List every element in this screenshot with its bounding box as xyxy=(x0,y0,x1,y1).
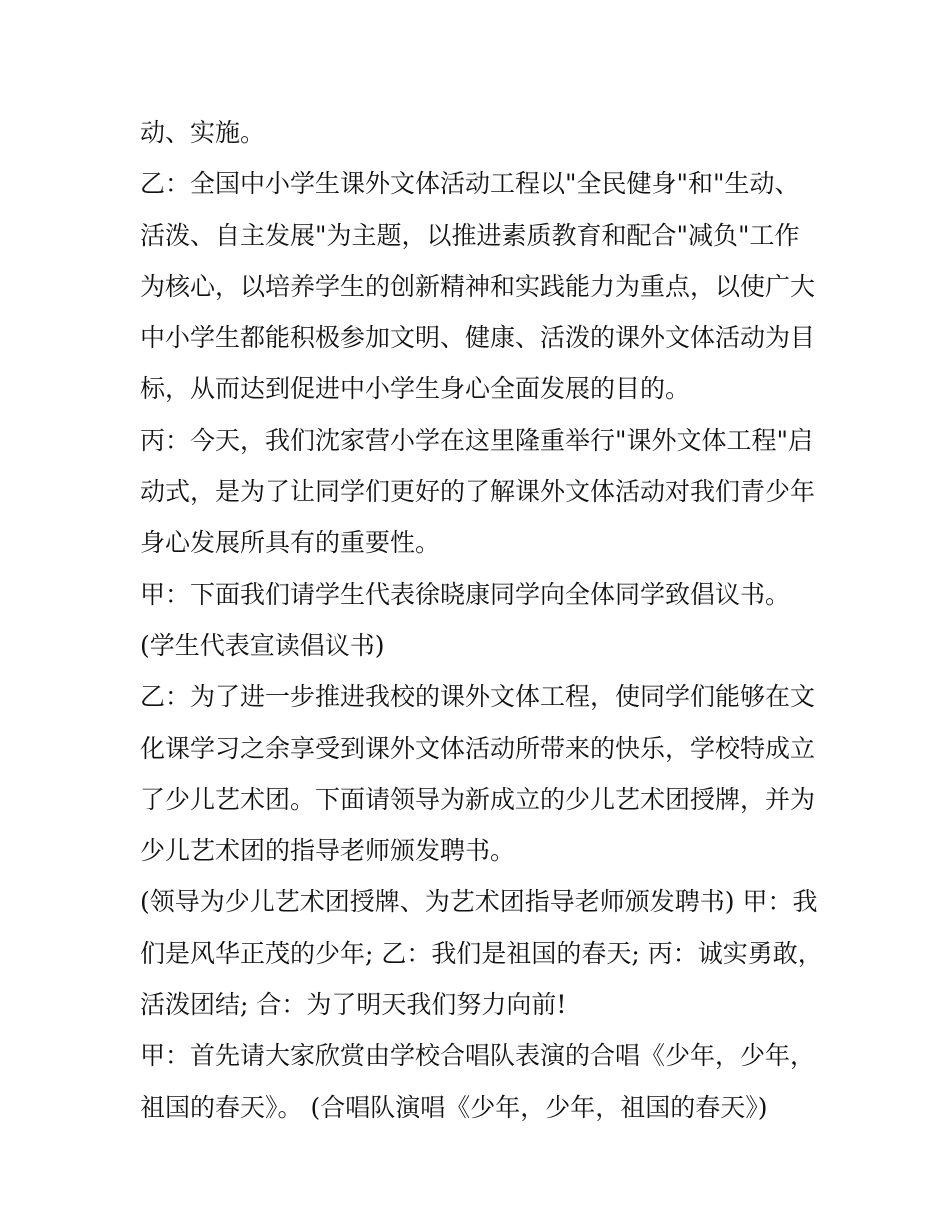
text-line: 祖国的春天》。 (合唱队演唱《少年，少年，祖国的春天》) xyxy=(140,1092,768,1122)
text-line: 化课学习之余享受到课外文体活动所带来的快乐，学校特成立 xyxy=(140,733,816,763)
text-line: 活泼团结; 合：为了明天我们努力向前! xyxy=(140,990,567,1020)
text-line: 为核心，以培养学生的创新精神和实践能力为重点，以使广大 xyxy=(140,271,816,301)
text-line: 少儿艺术团的指导老师颁发聘书。 xyxy=(140,836,516,866)
body-text xyxy=(140,107,823,1133)
text-line: (领导为少儿艺术团授牌、为艺术团指导老师颁发聘书) 甲：我 xyxy=(140,887,818,917)
text-line: 身心发展所具有的重要性。 xyxy=(140,528,441,558)
text-line: 了少儿艺术团。下面请领导为新成立的少儿艺术团授牌，并为 xyxy=(140,784,816,814)
text-line: 中小学生都能积极参加文明、健康、活泼的课外文体活动为目 xyxy=(140,323,816,353)
text-line: 标，从而达到促进中小学生身心全面发展的目的。 xyxy=(140,374,691,404)
text-line: 乙：全国中小学生课外文体活动工程以"全民健身"和"生动、 xyxy=(140,169,800,199)
text-line: 们是风华正茂的少年; 乙：我们是祖国的春天; 丙：诚实勇敢， xyxy=(140,938,823,968)
text-line: 丙：今天，我们沈家营小学在这里隆重举行"课外文体工程"启 xyxy=(140,425,814,455)
text-line: 活泼、自主发展"为主题，以推进素质教育和配合"减负"工作 xyxy=(140,220,800,250)
text-line: 甲：下面我们请学生代表徐晓康同学向全体同学致倡议书。 xyxy=(140,579,791,609)
text-line: 动、实施。 xyxy=(140,118,266,147)
text-line: (学生代表宣读倡议书) xyxy=(140,630,385,660)
text-line: 动式，是为了让同学们更好的了解课外文体活动对我们青少年 xyxy=(140,477,816,507)
text-line: 乙：为了进一步推进我校的课外文体工程，使同学们能够在文 xyxy=(140,682,816,712)
text-line: 甲：首先请大家欣赏由学校合唱队表演的合唱《少年，少年， xyxy=(140,1041,816,1071)
